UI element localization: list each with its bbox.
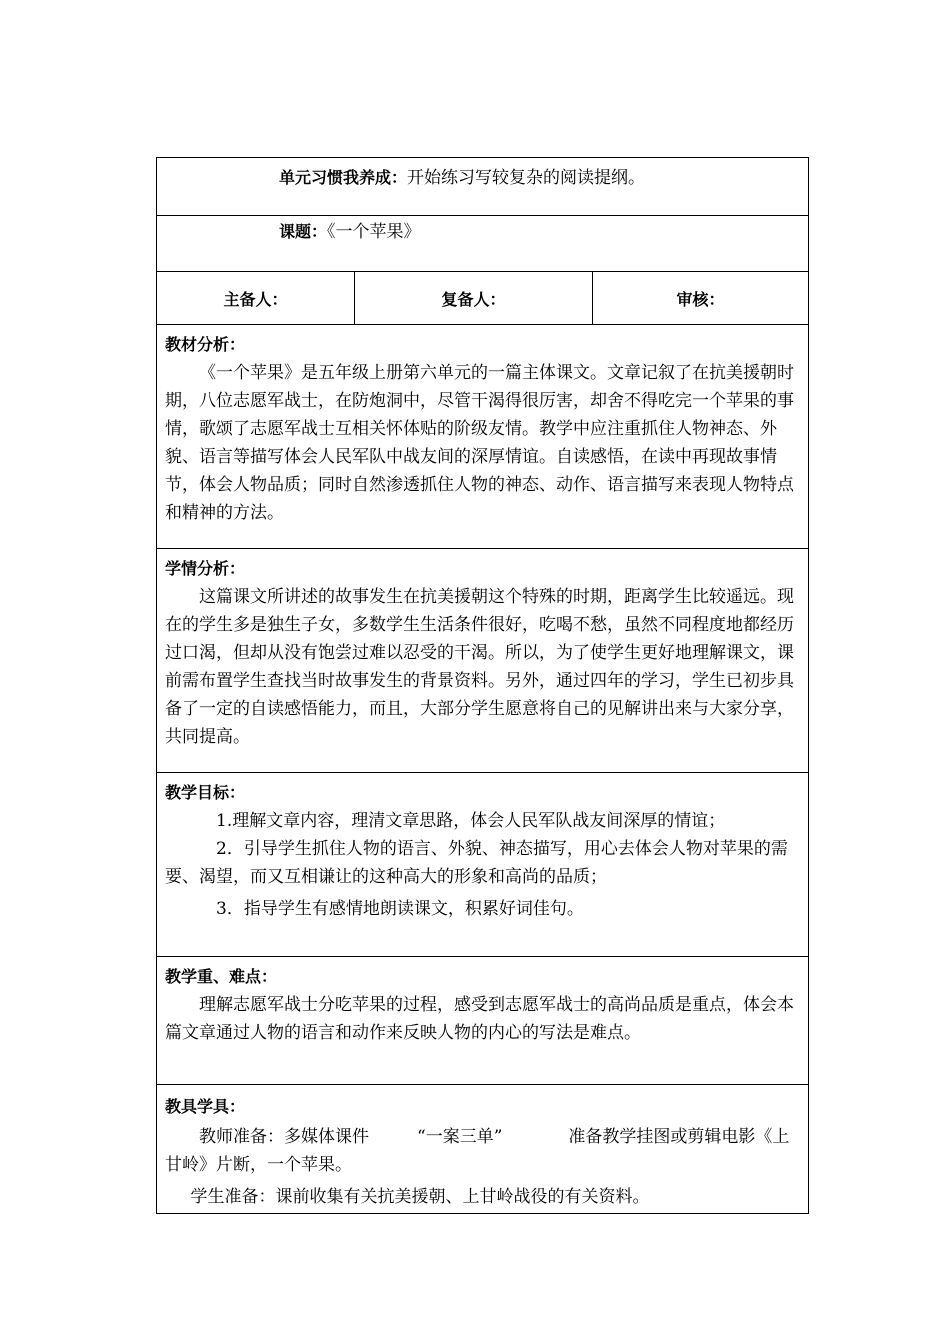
student-preparation: 学生准备：课前收集有关抗美援朝、上甘岭战役的有关资料。: [190, 1187, 650, 1207]
habit-row: [157, 158, 809, 216]
student-analysis-cell: [157, 549, 809, 773]
people-row: [157, 272, 809, 325]
materials-row: [157, 1085, 809, 1214]
material-analysis-heading: 教材分析：: [165, 335, 246, 354]
goals-heading: 教学目标：: [165, 783, 246, 802]
material-analysis-text: 《一个苹果》是五年级上册第六单元的一篇主体课文。文章记叙了在抗美援朝时期，八位志愿军战士，在防炮洞中，尽管干渴得很厉害，却舍不得吃完一个苹果的事情，歌颂了志愿军战士互相关怀体贴的阶级友情。教学中应注重抓住人物神态、外貌、语言等描写体会人民军队中战友间的深厚情谊。自读感悟，在读中再现故事情节，体会人物品质；同时自然渗透抓住人物的神态、动作、语言描写来表现人物特点和精神的方法。: [165, 363, 794, 523]
secondary-preparer-cell: [355, 272, 593, 325]
materials-cell: [157, 1085, 809, 1214]
materials-heading: 教具学具：: [165, 1097, 246, 1116]
goal-item-1: 1.理解文章内容，理清文章思路，体会人民军队战友间深厚的情谊；: [216, 811, 726, 831]
main-preparer-cell: [157, 272, 355, 325]
goals-row: [157, 773, 809, 957]
goals-cell: [157, 773, 809, 957]
student-analysis-heading: 学情分析：: [165, 559, 246, 578]
teacher-preparation-rest: 准备教学挂图或剪辑电影《上甘岭》片断，一个苹果。: [165, 1127, 790, 1175]
goal-item-2: 2．引导学生抓住人物的语言、外貌、神态描写，用心去体会人物对苹果的需要、渴望，而又互相谦让的这种高大的形象和高尚的品质；: [165, 839, 788, 887]
secondary-preparer-label: 复备人：: [441, 289, 506, 309]
lesson-plan-table: [156, 157, 809, 1214]
topic-cell: [157, 216, 809, 272]
key-points-row: [157, 957, 809, 1085]
main-preparer-label: 主备人：: [223, 289, 288, 309]
habit-cell: [157, 158, 809, 216]
goal-item-3: 3．指导学生有感情地朗读课文，积累好词佳句。: [216, 899, 584, 919]
habit-text: 开始练习写较复杂的阅读提纲。: [407, 168, 646, 188]
material-analysis-row: [157, 325, 809, 549]
material-analysis-cell: [157, 325, 809, 549]
key-points-heading: 教学重、难点：: [165, 967, 278, 986]
teacher-preparation-quote: “一案三单”: [417, 1127, 503, 1147]
key-points-cell: [157, 957, 809, 1085]
key-points-text: 理解志愿军战士分吃苹果的过程，感受到志愿军战士的高尚品质是重点，体会本篇文章通过人物的语言和动作来反映人物的内心的写法是难点。: [165, 995, 794, 1043]
topic-text: 《一个苹果》: [327, 222, 421, 242]
review-cell: [593, 272, 809, 325]
student-analysis-row: [157, 549, 809, 773]
habit-label: 单元习惯我养成：: [279, 168, 408, 187]
topic-label: 课题：: [279, 222, 328, 241]
student-analysis-text: 这篇课文所讲述的故事发生在抗美援朝这个特殊的时期，距离学生比较遥远。现在的学生多是独生子女，多数学生生活条件很好，吃喝不愁，虽然不同程度地都经历过口渴，但却从没有饱尝过难以忍受的干渴。所以，为了使学生更好地理解课文，课前需布置学生查找当时故事发生的背景资料。另外，通过四年的学习，学生已初步具备了一定的自读感悟能力，而且，大部分学生愿意将自己的见解讲出来与大家分享，共同提高。: [165, 587, 794, 747]
topic-row: [157, 216, 809, 272]
teacher-preparation-label: 教师准备：多媒体课件: [199, 1127, 369, 1147]
teacher-preparation: [165, 1123, 800, 1179]
review-label: 审核：: [676, 289, 725, 309]
